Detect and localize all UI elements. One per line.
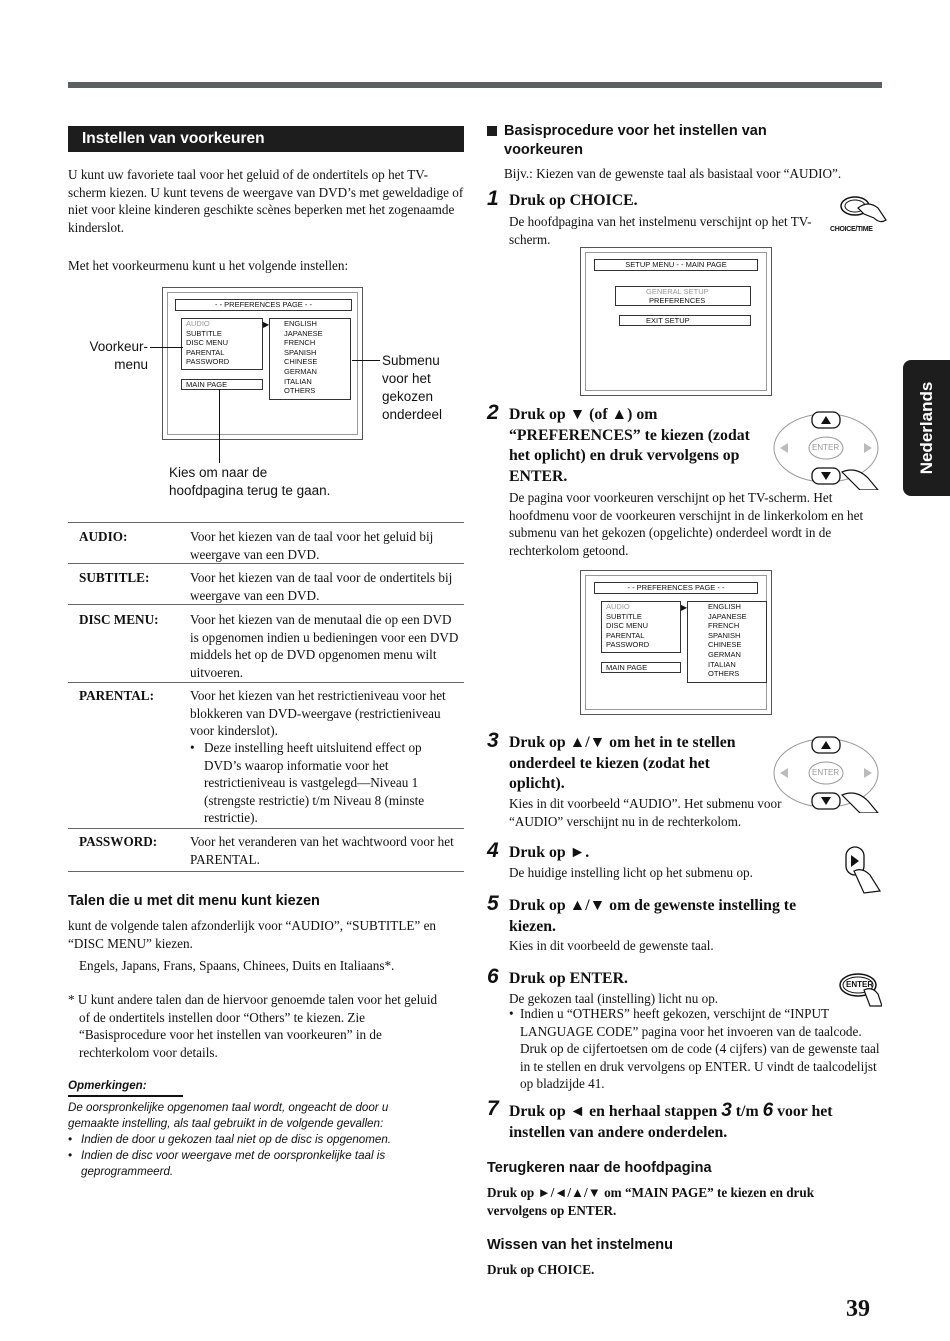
- lang-item: JAPANESE: [708, 611, 747, 621]
- lang-item: CHINESE: [284, 357, 318, 367]
- setup-preferences: PREFERENCES: [649, 296, 706, 305]
- pref-menu-list: [601, 601, 681, 653]
- table-row: AUDIO: Voor het kiezen van de taal voor het geluid bij weergave van een DVD.: [68, 522, 464, 565]
- pref-item: PARENTAL: [186, 347, 225, 357]
- languages-heading: Talen die u met dit menu kunt kiezen: [68, 893, 320, 909]
- procedure-example: Bijv.: Kiezen van de gewenste taal als basistaal voor “AUDIO”.: [504, 166, 842, 181]
- lang-item: ENGLISH: [284, 319, 317, 328]
- page-number: 39: [846, 1296, 870, 1322]
- term-definition: Voor het kiezen van de taal voor de ondertitels bij weergave van een DVD.: [190, 570, 453, 603]
- lang-item: JAPANESE: [284, 328, 323, 338]
- step-text: Kies in dit voorbeeld “AUDIO”. Het submenu voor “AUDIO” verschijnt nu in de rechterkolom.: [509, 796, 782, 829]
- pref-item: AUDIO: [186, 319, 210, 328]
- term-label: DISC MENU: [79, 612, 155, 627]
- term-definition: Voor het kiezen van het restrictieniveau voor het blokkeren van DVD-weergave (restrictieniveau voor kinderslot).: [190, 688, 446, 738]
- step-number: 3: [487, 729, 499, 752]
- lang-item: OTHERS: [708, 669, 740, 679]
- pref-lang-list: [687, 601, 767, 683]
- enter-label: ENTER: [812, 768, 840, 777]
- setup-list: [615, 286, 751, 306]
- step-number: 5: [487, 892, 499, 915]
- setup-title: SETUP MENU - - MAIN PAGE: [594, 259, 758, 271]
- arrow-right-icon: ▶: [681, 603, 688, 612]
- term-label: SUBTITLE: [79, 570, 145, 585]
- right-button-icon: [840, 845, 882, 895]
- top-rule: [68, 82, 882, 88]
- lang-item: OTHERS: [284, 386, 316, 396]
- intro-paragraph-2: Met het voorkeurmenu kunt u het volgende instellen:: [68, 258, 349, 273]
- lang-item: CHINESE: [708, 640, 742, 650]
- pref-item: SUBTITLE: [186, 328, 222, 338]
- step-title: Druk op ENTER.: [509, 970, 628, 987]
- pref-menu-list: [181, 318, 263, 370]
- term-definition: Voor het veranderen van het wachtwoord voor het PARENTAL.: [190, 834, 454, 867]
- enter-label: ENTER: [846, 980, 874, 989]
- table-row: SUBTITLE: Voor het kiezen van de taal voor de ondertitels bij weergave van een DVD.: [68, 563, 464, 606]
- step-text: De gekozen taal (instelling) licht nu op.: [509, 991, 719, 1006]
- step-number: 7: [487, 1097, 499, 1120]
- notes-text: De oorspronkelijke opgenomen taal wordt, ongeacht de door u gemaakte instelling, als taal gebruikt in de volgende gevallen:: [68, 1101, 389, 1130]
- pref-item: DISC MENU: [186, 338, 229, 348]
- enter-button-icon: [838, 972, 882, 1008]
- step-title: Druk op CHOICE.: [509, 192, 638, 209]
- notes-bullet: • Indien de disc voor weergave met de oorspronkelijke taal is geprogrammeerd.: [68, 1149, 386, 1178]
- pref-item: PASSWORD: [186, 357, 230, 367]
- clear-heading: Wissen van het instelmenu: [487, 1237, 674, 1253]
- lang-item: ITALIAN: [708, 659, 736, 669]
- step-title: Druk op ►.: [509, 844, 590, 861]
- term-bullet: • Deze instelling heeft uitsluitend effect op DVD’s waarop informatie voor het restrictieniveau is vastgelegd—Niveau 1 (strengste restrictie) t/m Niveau 8 (minste restrictie).: [190, 740, 425, 825]
- term-label: AUDIO: [79, 529, 123, 544]
- table-row: PARENTAL: Voor het kiezen van het restrictieniveau voor het blokkeren van DVD-weergave (restrictieniveau voor kinderslot). • Deze instelling heeft uitsluitend effect op DVD’s waarop informatie voor het restrictieniveau is vastgelegd—Niveau 1 (strengste restrictie) t/m Niveau 8 (minste restrictie).: [68, 682, 464, 828]
- lang-item: SPANISH: [708, 630, 741, 640]
- step-number: 6: [487, 965, 499, 988]
- setup-exit: EXIT SETUP: [646, 316, 690, 325]
- term-label: PASSWORD: [79, 834, 153, 849]
- intro-paragraph: U kunt uw favoriete taal voor het geluid of de ondertitels op het TV-scherm kiezen. U kunt tevens de weergave van DVD’s met geweldadige of niet voor kleine kinderen geschikte scènes beperken met het zogenaamde kinderslot.: [68, 167, 464, 235]
- cursor-pad-icon: [772, 731, 882, 813]
- square-bullet-icon: [487, 126, 497, 136]
- step-text: Kies in dit voorbeeld de gewenste taal.: [509, 938, 714, 953]
- pref-item: PASSWORD: [606, 640, 650, 650]
- step-title: Druk op ▲/▼ om de gewenste instelling te kiezen.: [509, 897, 797, 935]
- callout-line: [150, 347, 183, 348]
- pref-item: DISC MENU: [606, 621, 649, 631]
- pref-main-page: MAIN PAGE: [606, 663, 648, 672]
- language-side-tab: Nederlands: [903, 360, 950, 496]
- lang-item: ENGLISH: [708, 602, 741, 611]
- term-label: PARENTAL: [79, 688, 150, 703]
- languages-list: Engels, Japans, Frans, Spaans, Chinees, Duits en Italiaans*.: [79, 958, 395, 973]
- callout-preference-menu: Voorkeur- menu: [89, 339, 148, 372]
- step-number: 4: [487, 839, 499, 862]
- notes-heading: Opmerkingen:: [68, 1079, 147, 1092]
- table-row: PASSWORD: Voor het veranderen van het wachtwoord voor het PARENTAL.: [68, 828, 464, 872]
- choice-button-icon: [828, 188, 888, 238]
- callout-main-page: Kies om naar de hoofdpagina terug te gaan.: [169, 465, 331, 498]
- languages-text: kunt de volgende talen afzonderlijk voor “AUDIO”, “SUBTITLE” en “DISC MENU” kiezen.: [68, 918, 437, 951]
- lang-item: GERMAN: [708, 649, 741, 659]
- footnote: * U kunt andere talen dan de hiervoor genoemde talen voor het geluid of de ondertitels instellen door “Others” te kiezen. Zie “Basisprocedure voor het instellen van voorkeuren” in de rechterkolom voor details.: [68, 992, 438, 1060]
- pref-title: - - PREFERENCES PAGE - -: [175, 299, 352, 311]
- return-text: Druk op ►/◄/▲/▼ om “MAIN PAGE” te kiezen en druk vervolgens op ENTER.: [487, 1185, 815, 1218]
- step-text: De huidige instelling licht op het submenu op.: [509, 865, 753, 880]
- pref-title: - - PREFERENCES PAGE - -: [594, 582, 758, 594]
- pref-lang-list: [269, 318, 351, 400]
- lang-item: SPANISH: [284, 347, 317, 357]
- step-number: 2: [487, 401, 499, 424]
- setup-screen: [580, 247, 772, 396]
- notes-bullet: • Indien de door u gekozen taal niet op de disc is opgenomen.: [68, 1133, 392, 1146]
- lang-item: ITALIAN: [284, 376, 312, 386]
- notes-rule: [68, 1095, 183, 1097]
- step-number: 1: [487, 187, 499, 210]
- lang-item: FRENCH: [708, 621, 740, 631]
- preferences-screen-2: [580, 570, 772, 715]
- step-title: Druk op ▲/▼ om het in te stellen onderdeel te kiezen (zodat het oplicht).: [509, 734, 736, 792]
- return-heading: Terugkeren naar de hoofdpagina: [487, 1160, 712, 1176]
- term-definition: Voor het kiezen van de menutaal die op een DVD is opgenomen indien u bedieningen voor een DVD middels het op de DVD opgenomen menu wilt uitvoeren.: [190, 612, 459, 680]
- pref-item: PARENTAL: [606, 630, 645, 640]
- lang-item: GERMAN: [284, 366, 317, 376]
- pref-item: SUBTITLE: [606, 611, 642, 621]
- cursor-pad-icon: [772, 408, 882, 490]
- callout-line: [219, 389, 220, 463]
- preferences-screen: [162, 287, 363, 440]
- lang-item: FRENCH: [284, 338, 316, 348]
- step-title: Druk op ▼ (of ▲) om “PREFERENCES” te kiezen (zodat het oplicht) en druk vervolgens op ENTER.: [509, 406, 750, 485]
- clear-text: Druk op CHOICE.: [487, 1262, 595, 1277]
- callout-submenu: Submenu voor het gekozen onderdeel: [382, 353, 443, 422]
- pref-main-page: MAIN PAGE: [186, 380, 228, 389]
- callout-line: [352, 360, 380, 361]
- enter-label: ENTER: [812, 443, 840, 452]
- step-text: De hoofdpagina van het instelmenu verschijnt op het TV-scherm.: [509, 214, 812, 247]
- arrow-right-icon: ▶: [263, 320, 270, 329]
- term-definition: Voor het kiezen van de taal voor het geluid bij weergave van een DVD.: [190, 529, 434, 562]
- section-title: Instellen van voorkeuren: [68, 126, 464, 152]
- step-title: Druk op ◄ en herhaal stappen 3 t/m 6 voor het instellen van andere onderdelen.: [509, 1100, 833, 1141]
- choice-label: CHOICE/TIME: [830, 226, 873, 233]
- table-row: DISC MENU: Voor het kiezen van de menutaal die op een DVD is opgenomen indien u bedieningen voor een DVD middels het op de DVD opgenomen menu wilt uitvoeren.: [68, 604, 464, 682]
- step-text: De pagina voor voorkeuren verschijnt op het TV-scherm. Het hoofdmenu voor de voorkeuren verschijnt in de linkerkolom en het submenu van het gekozen (opgelichte) onderdeel wordt in de rechterkolom getoond.: [509, 490, 864, 558]
- pref-item: AUDIO: [606, 602, 630, 611]
- setup-general: GENERAL SETUP: [646, 287, 709, 296]
- step-bullet: • Indien u “OTHERS” heeft gekozen, verschijnt de “INPUT LANGUAGE CODE” pagina voor het invoeren van de taalcode. Druk op de cijfertoetsen om de code (4 cijfers) van de gewenste taal in te stellen en druk vervolgens op ENTER. U vindt de taalcodelijst op bladzijde 41.: [509, 1006, 880, 1091]
- procedure-heading: Basisprocedure voor het instellen van voorkeuren: [504, 123, 767, 158]
